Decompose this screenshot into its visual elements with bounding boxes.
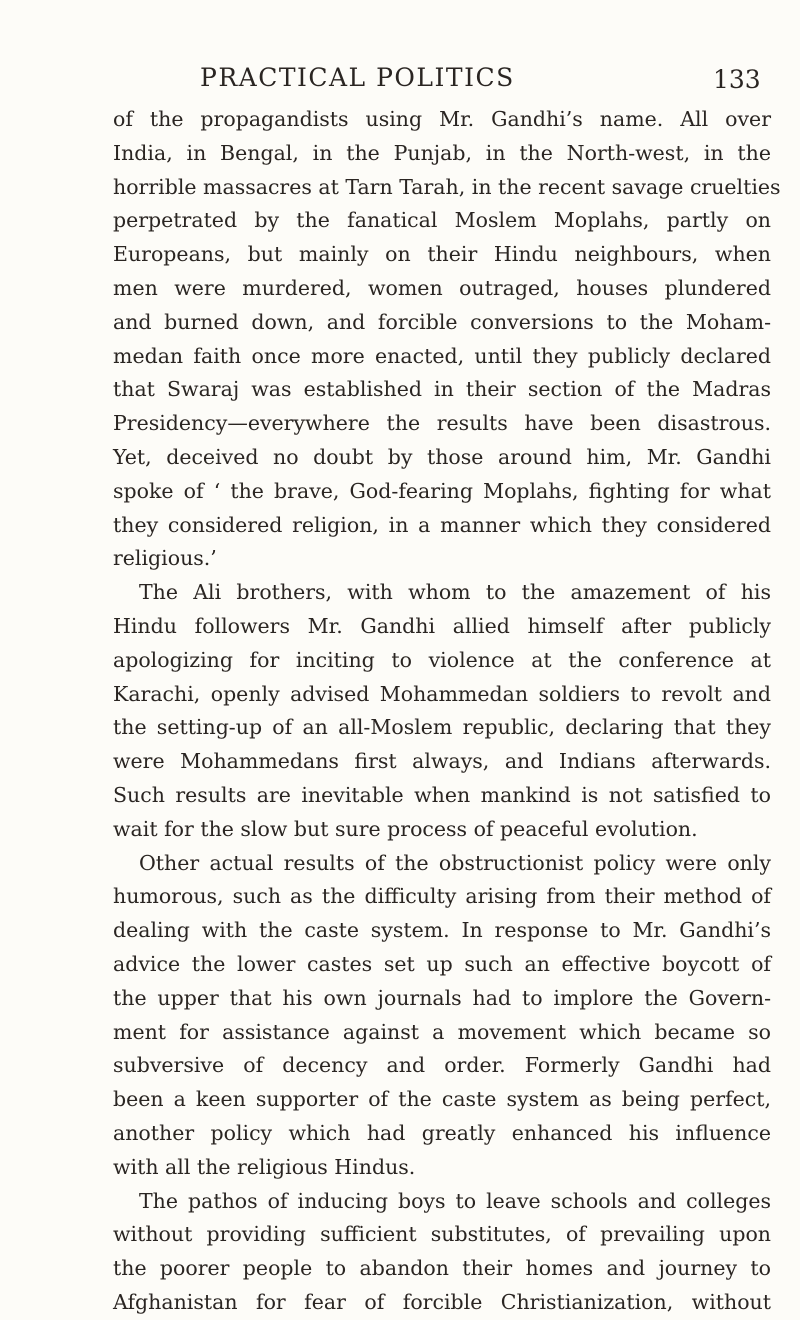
text-line: medan faith once more enacted, until they publicly declared [113, 343, 771, 368]
text-line: humorous, such as the difficulty arising from their method of [113, 884, 771, 909]
text-line: wait for the slow but sure process of peaceful evolution. [113, 816, 698, 841]
text-line: Karachi, openly advised Mohammedan soldiers to revolt and [113, 681, 771, 706]
text-line: apologizing for inciting to violence at the conference at [113, 647, 771, 672]
text-line: they considered religion, in a manner which they considered [113, 512, 771, 537]
text-line: of the propagandists using Mr. Gandhi’s name. All over [113, 107, 771, 131]
text-line: the setting-up of an all-Moslem republic, declaring that they [113, 715, 771, 740]
text-line: spoke of ‘ the brave, God-fearing Moplahs, fighting for what [113, 478, 771, 503]
text-line: Presidency—everywhere the results have been disastrous. [113, 411, 771, 436]
text-line: The pathos of inducing boys to leave schools and colleges [139, 1188, 771, 1213]
text-line: subversive of decency and order. Formerly Gandhi had [113, 1053, 771, 1078]
text-line: Such results are inevitable when mankind is not satisfied to [113, 782, 771, 807]
text-line: men were murdered, women outraged, houses plundered [113, 275, 771, 300]
text-line: advice the lower castes set up such an effective boycott of [113, 951, 771, 976]
text-line: the upper that his own journals had to implore the Govern- [113, 985, 771, 1010]
text-line: religious.’ [113, 546, 217, 571]
body-text [113, 103, 781, 1320]
page-number: 133 [713, 65, 761, 94]
text-line: were Mohammedans first always, and Indians afterwards. [113, 749, 771, 774]
text-line: without providing sufficient substitutes, of prevailing upon [113, 1222, 771, 1247]
text-line: been a keen supporter of the caste system as being perfect, [113, 1087, 771, 1112]
text-line: horrible massacres at Tarn Tarah, in the recent savage cruelties [113, 174, 781, 199]
text-line: with all the religious Hindus. [113, 1154, 416, 1179]
text-line: Hindu followers Mr. Gandhi allied himself after publicly [113, 613, 771, 638]
text-line: ment for assistance against a movement which became so [113, 1019, 771, 1044]
text-line: the poorer people to abandon their homes and journey to [113, 1256, 771, 1281]
text-line: Europeans, but mainly on their Hindu neighbours, when [113, 242, 771, 267]
text-line: Other actual results of the obstructionist policy were only [139, 850, 771, 875]
text-line: another policy which had greatly enhanced his influence [113, 1120, 771, 1145]
text-line: Yet, deceived no doubt by those around him, Mr. Gandhi [113, 444, 771, 469]
text-line: that Swaraj was established in their section of the Madras [113, 377, 771, 402]
text-line: The Ali brothers, with whom to the amazement of his [139, 580, 771, 605]
text-line: Afghanistan for fear of forcible Christianization, without [113, 1289, 771, 1314]
running-title: PRACTICAL POLITICS [200, 63, 515, 92]
text-line: and burned down, and forcible conversions to the Moham- [113, 309, 771, 334]
text-line: perpetrated by the fanatical Moslem Moplahs, partly on [113, 208, 771, 233]
text-line: India, in Bengal, in the Punjab, in the North-west, in the [113, 140, 771, 165]
text-line: dealing with the caste system. In response to Mr. Gandhi’s [113, 918, 771, 943]
running-head [0, 58, 800, 98]
